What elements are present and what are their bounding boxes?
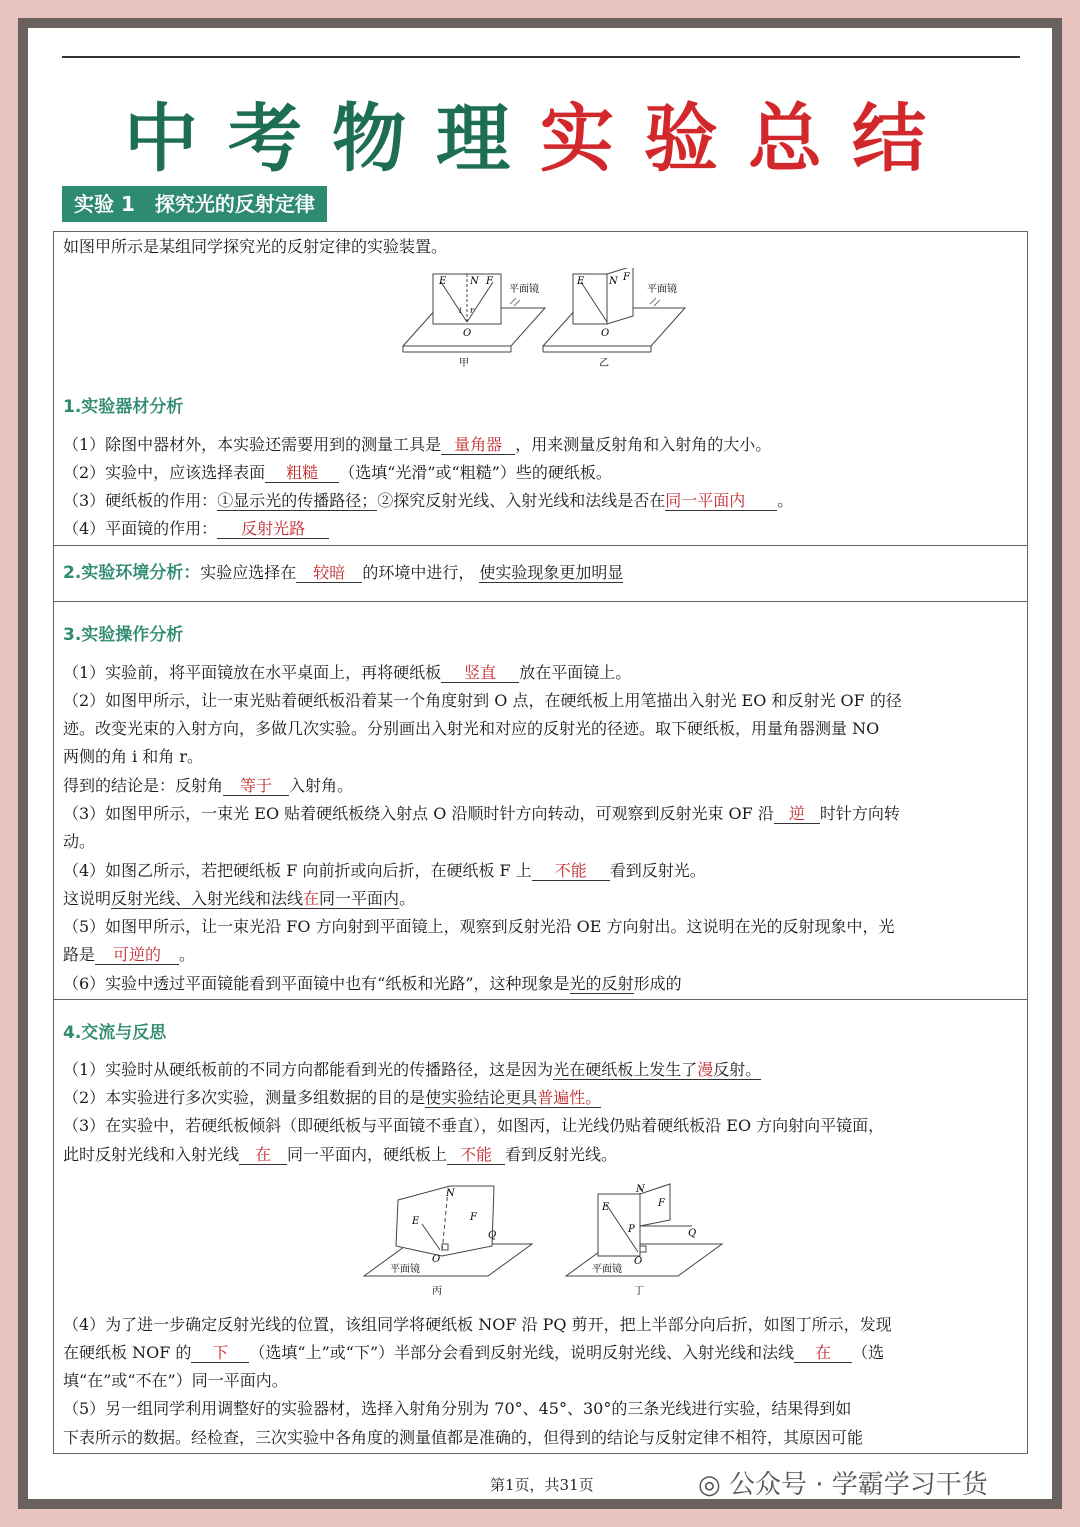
s4-line1: （1）实验时从硬纸板前的不同方向都能看到光的传播路径，这是因为光在硬纸板上发生了漫反射。 <box>63 1060 762 1079</box>
label-n-d: N <box>636 1184 645 1195</box>
s4-line3: （3）在实验中，若硬纸板倾斜（即硬纸板与平面镜不垂直），如图丙，让光线仍贴着硬纸板沿 EO 方向射向平镜面， <box>63 1116 885 1135</box>
s3-line7: 动。 <box>63 832 96 851</box>
s3-line8: （4）如图乙所示，若把硬纸板 F 向前折或向后折，在硬纸板 F 上 不能 看到反射光。 <box>63 861 706 880</box>
s3-line3: 迹。改变光束的入射方向，多做几次实验。分别画出入射光和对应的反射光的径迹。取下硬纸板，用量角器测量 NO <box>63 719 880 738</box>
label-f-c: F <box>470 1212 477 1223</box>
top-rule <box>62 56 1020 58</box>
label-e-d: E <box>602 1202 610 1213</box>
intro-text: 如图甲所示是某组同学探究光的反射定律的实验装置。 <box>63 237 448 256</box>
label-o-c: O <box>432 1254 441 1265</box>
s1-line4: （4）平面镜的作用： 反射光路 <box>63 519 329 539</box>
s3-line11: 路是 可逆的 。 <box>63 945 196 964</box>
s1-line2: （2）实验中，应该选择表面 粗糙 （选填“光滑”或“粗糙”）些的硬纸板。 <box>63 463 612 482</box>
mirror-label-d: 平面镜 <box>592 1264 622 1275</box>
watermark: ◎ 公众号 · 学霸学习干货 <box>698 1470 988 1500</box>
s1-line3: （3）硬纸板的作用：①显示光的传播路径；②探究反射光线、入射光线和法线是否在同一平面内 。 <box>63 491 794 510</box>
label-n-c: N <box>446 1188 455 1199</box>
s3-line2: （2）如图甲所示，让一束光贴着硬纸板沿着某一个角度射到 O 点，在硬纸板上用笔描出入射光 EO 和反射光 OF 的径 <box>63 691 902 710</box>
label-p-d: P <box>628 1224 635 1235</box>
s3-line9: 这说明反射光线、入射光线和法线在同一平面内。 <box>63 889 416 908</box>
label-r: r <box>470 306 474 315</box>
label-q-c: Q <box>488 1230 497 1241</box>
label-e-b: E <box>577 276 585 287</box>
mirror-label-a: 平面镜 <box>509 284 539 295</box>
caption-a: 甲 <box>459 358 469 369</box>
section4-heading: 4.交流与反思 <box>63 1023 167 1043</box>
s3-line12: （6）实验中透过平面镜能看到平面镜中也有“纸板和光路”，这种现象是光的反射形成的 <box>63 974 682 993</box>
s3-line1: （1）实验前，将平面镜放在水平桌面上，再将硬纸板 竖直 放在平面镜上。 <box>63 663 632 682</box>
caption-d: 丁 <box>634 1286 644 1297</box>
s4-line9: 下表所示的数据。经检查，三次实验中各角度的测量值都是准确的，但得到的结论与反射定律不相符，其原因可能 <box>63 1428 864 1447</box>
label-o-d: O <box>634 1256 643 1267</box>
label-e-c: E <box>412 1216 420 1227</box>
section2-heading: 2.实验环境分析： <box>63 563 201 583</box>
experiment-label: 实验 1 探究光的反射定律 <box>62 186 327 222</box>
s4-line4: 此时反射光线和入射光线 在 同一平面内，硬纸板上 不能 看到反射光线。 <box>63 1145 618 1164</box>
label-e-a: E <box>439 276 447 287</box>
caption-c: 丙 <box>432 1286 442 1297</box>
s2-line: 2.实验环境分析：实验应选择在 较暗 的环境中进行， 使实验现象更加明显 <box>63 563 624 583</box>
page-footer: 第1页，共31页 <box>490 1476 594 1494</box>
s4-line6: 在硬纸板 NOF 的 下 （选填“上”或“下”）半部分会看到反射光线，说明反射光线、入射光线和法线 在 （选 <box>63 1343 885 1362</box>
label-o-b: O <box>601 328 610 339</box>
label-n-a: N <box>470 276 479 287</box>
caption-b: 乙 <box>599 358 609 369</box>
figure-a <box>395 268 555 372</box>
s1-line1: （1）除图中器材外，本实验还需要用到的测量工具是 量角器 ，用来测量反射角和入射角的大小。 <box>63 435 772 454</box>
page-title <box>0 80 1080 186</box>
s4-line7: 填“在”或“不在”）同一平面内。 <box>63 1371 288 1390</box>
wechat-icon: ◎ <box>698 1470 721 1500</box>
s3-line6: （3）如图甲所示，一束光 EO 贴着硬纸板绕入射点 O 沿顺时针方向转动，可观察到反射光束 OF 沿 逆 时针方向转 <box>63 804 900 823</box>
section1-heading: 1.实验器材分析 <box>63 397 184 417</box>
label-n-b: N <box>609 276 618 287</box>
s3-line10: （5）如图甲所示，让一束光沿 FO 方向射到平面镜上，观察到反射光沿 OE 方向射出。这说明在光的反射现象中，光 <box>63 917 895 936</box>
s4-line2: （2）本实验进行多次实验，测量多组数据的目的是使实验结论更具普遍性。 <box>63 1088 602 1107</box>
title-part2: 实验总结 <box>540 96 956 182</box>
figure-d <box>562 1180 742 1298</box>
figure-c <box>360 1180 540 1298</box>
label-f-b: F <box>623 272 630 283</box>
label-i: i <box>459 306 462 315</box>
section3-heading: 3.实验操作分析 <box>63 625 184 645</box>
s4-line8: （5）另一组同学利用调整好的实验器材，选择入射角分别为 70°、45°、30°的三条光线进行实验，结果得到如 <box>63 1399 852 1418</box>
title-part1: 中考物理 <box>124 96 540 182</box>
s3-line4: 两侧的角 i 和角 r。 <box>63 747 204 766</box>
label-o-a: O <box>463 328 472 339</box>
mirror-label-b: 平面镜 <box>647 284 677 295</box>
label-q-d: Q <box>688 1228 697 1239</box>
s4-line5: （4）为了进一步确定反射光线的位置，该组同学将硬纸板 NOF 沿 PQ 剪开，把上半部分向后折，如图丁所示，发现 <box>63 1315 892 1334</box>
mirror-label-c: 平面镜 <box>390 1264 420 1275</box>
s3-line5: 得到的结论是：反射角 等于 入射角。 <box>63 776 354 795</box>
section3-box <box>53 601 1028 999</box>
label-f-a: F <box>486 276 493 287</box>
figure-b <box>535 268 695 372</box>
label-f-d: F <box>658 1198 665 1209</box>
